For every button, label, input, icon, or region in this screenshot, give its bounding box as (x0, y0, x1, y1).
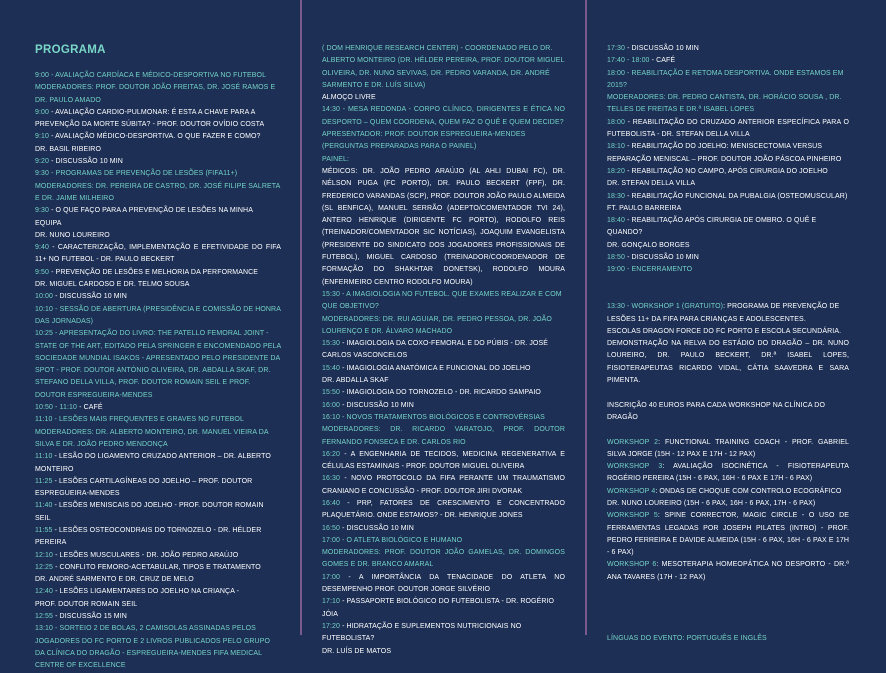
entry-time: 18:40 (607, 217, 626, 225)
entry-time: 12:25 (35, 563, 54, 571)
session-heading (35, 427, 281, 452)
entry-text: - LESÕES MENISCAIS DO JOELHO - PROF. DOUTOR ROMAIN SEIL (35, 502, 264, 522)
program-entry (607, 486, 849, 498)
entry-time: 17:10 (322, 598, 341, 606)
entry-text: - A ENGENHARIA DE TECIDOS, MEDICINA REGENERATIVA E CÉLULAS ESTAMINAIS - PROF. DOUTOR MIGUEL OLIVEIRA (322, 450, 565, 471)
entry-text: ESCOLAS DRAGON FORCE DO FC PORTO E ESCOLA SECUNDÁRIA. (607, 327, 842, 335)
entry-text: MODERADORES: DR. PEREIRA DE CASTRO, DR. JOSÉ FILIPE SALRETA E DR. JAIME MILHEIRO (35, 182, 280, 202)
session-heading (322, 314, 565, 339)
entry-text: DR. ANDRÉ SARMENTO E DR. CRUZ DE MELO (35, 576, 194, 584)
entry-text: - DISCUSSÃO 10 MIN (53, 293, 127, 301)
entry-time: 18:30 (607, 192, 626, 200)
program-entry (322, 166, 565, 289)
entry-time: 11:40 (35, 502, 53, 510)
entry-time: 11:55 (35, 526, 53, 534)
entry-time: 17:00 (322, 573, 341, 581)
entry-time: 12:55 (35, 613, 54, 621)
program-entry (35, 525, 281, 550)
spacer (607, 596, 849, 608)
session-heading (322, 154, 565, 166)
entry-text: : ONDAS DE CHOQUE COM CONTROLO ECOGRÁFICO (655, 487, 842, 495)
session-heading (607, 264, 849, 276)
program-entry (322, 572, 565, 597)
entry-text: MODERADORES: DR. ALBERTO MONTEIRO, DR. MANUEL VIEIRA DA SILVA E DR. JOÃO PEDRO MENDONÇA (35, 428, 269, 448)
entry-time: 16:50 (322, 524, 341, 532)
program-entry (607, 326, 849, 338)
program-entry (35, 291, 281, 303)
entry-text: FT. PAULO BARREIRA (607, 204, 682, 212)
entry-time: 17:20 (322, 622, 341, 630)
entry-text: - A IMPORTÂNCIA DA TENACIDADE DO ATLETA NO DESEMPENHO PROF. DOUTOR JORGE SILVÉRIO (322, 573, 565, 594)
program-entry (607, 437, 849, 462)
entry-text: MODERADORES: PROF. DOUTOR JOÃO FREITAS, DR. JOSÉ RAMOS E (35, 84, 276, 92)
program-entry (607, 178, 849, 190)
program-entry (35, 586, 281, 598)
entry-text: DR. STEFAN DELLA VILLA (607, 180, 696, 188)
program-entry (322, 473, 565, 498)
entry-time: 10:50 - 11:10 (35, 404, 78, 412)
program-entry (322, 363, 565, 375)
entry-text: ( DOM HENRIQUE RESEARCH CENTER) - COORDENADO PELO DR. ALBERTO MONTEIRO (DR. HÉLDER PEREIRA, PROF. DOUTOR MIGUEL OLIVEIRA, DR. NUNO SEVIVAS, DR. PEDRO VARANDA, DR. ANDRÉ SARMENTO E DR. LUÍS SILVA) (322, 45, 565, 89)
entry-text: 15:30 - A IMAGIOLOGIA NO FUTEBOL. QUE EXAMES REALIZAR E COM QUE OBJETIVO? (322, 290, 562, 311)
entry-text: - CARACTERIZAÇÃO, IMPLEMENTAÇÃO E EFETIVIDADE DO FIFA 11+ NO FUTEBOL - DR. PAULO BECKERT (35, 244, 281, 264)
program-entry (35, 451, 281, 476)
entry-text: - DISCUSSÃO 10 MIN (625, 254, 699, 262)
entry-time: 13:30 - WORKSHOP 1 (GRATUITO) (607, 303, 724, 311)
entry-time: 12:10 (35, 551, 54, 559)
entry-time: 17:30 (607, 45, 626, 52)
entry-text: - CAFÉ (77, 404, 103, 412)
entry-text: : FUNCTIONAL TRAINING COACH - PROF. GABRIEL SILVA JORGE (15H - 12 PAX E 17H - 12 PAX) (607, 438, 850, 458)
program-entry (607, 215, 849, 240)
entry-text: MODERADORES: DR. RUI AGUIAR, DR. PEDRO PESSOA, DR. JOÃO LOURENÇO E DR. ÁLVARO MACHADO (322, 315, 552, 335)
session-heading (607, 92, 849, 117)
entry-time: WORKSHOP 5 (607, 512, 658, 520)
entry-text: 9:30 - PROGRAMAS DE PREVENÇÃO DE LESÕES (FIFA11+) (35, 170, 238, 178)
spacer (607, 424, 849, 436)
entry-text: : MESOTERAPIA HOMEOPÁTICA NO DESPORTO - DR.ª ANA TAVARES (17H - 12 PAX) (607, 561, 849, 581)
program-entry (35, 267, 281, 279)
entry-text: MODERADORES: DR. PEDRO CANTISTA, DR. HORÁCIO SOUSA , DR. TELLES DE FREITAS E DR.ª ISABEL LOPES (607, 94, 842, 114)
entry-time: 9:00 (35, 108, 50, 116)
program-title: PROGRAMA (35, 44, 106, 56)
spacer (607, 584, 849, 596)
entry-text: DR. NUNO LOUREIRO (35, 231, 110, 239)
program-entry (607, 117, 849, 142)
spacer (607, 277, 849, 289)
session-heading (35, 414, 281, 426)
entry-time: 16:20 (322, 450, 341, 458)
entry-text: DR. PAULO AMADO (35, 96, 101, 104)
entry-time: WORKSHOP 4 (607, 487, 656, 495)
entry-time: 11:10 (35, 453, 53, 461)
program-entry (35, 205, 281, 230)
program-entry (607, 43, 849, 55)
entry-time: 9:10 (35, 133, 50, 141)
column-divider-left (300, 0, 302, 635)
entry-time: 10:00 (35, 293, 54, 301)
entry-text: PAINEL: (322, 155, 350, 163)
entry-time: WORKSHOP 6 (607, 561, 657, 569)
entry-text: - CAFÉ (649, 57, 676, 65)
program-entry (35, 562, 281, 574)
entry-text: INSCRIÇÃO 40 EUROS PARA CADA WORKSHOP NA CLÍNICA DO DRAGÃO (607, 401, 826, 421)
entry-text: - REABILITAÇÃO APÓS CIRURGIA DE OMBRO. O QUÊ E QUANDO? (607, 217, 817, 237)
program-entry (35, 230, 281, 242)
entry-text: MÉDICOS: DR. JOÃO PEDRO ARAÚJO (AL AHLI DUBAI FC), DR. NÉLSON PUGA (FC PORTO), DR. PAULO BECKERT (FPF), DR. FREDERICO VARANDAS (SCP), PROF. DOUTOR JOÃO PAULO ALMEIDA (SL BENFICA), MANUEL SERRÃO (ADEPTO/COMENTADOR TVI 24), ANTERO HENRIQUE (DIRIGENTE FC PORTO), RODOLFO REIS (TREINADOR/COMENTADOR SIC NOTÍCIAS), JOAQUIM EVANGELISTA (PRESIDENTE DO SINDICATO DOS JOGADORES PROFISSIONAIS DE FUTEBOL), MIGUEL CARDOSO (TREINADOR/COORDENADOR DE FORMAÇÃO DO SHAKHTAR DONETSK), RODOLFO MOURA (ENFERMEIRO CENTRO RODOLFO MOURA) (322, 167, 565, 286)
entry-text: - AVALIAÇÃO MÉDICO-DESPORTIVA. O QUE FAZER E COMO? (49, 133, 261, 141)
program-entry (607, 559, 849, 584)
entry-time: 18:20 (607, 167, 626, 175)
entry-time: 18:10 (607, 143, 626, 151)
program-entry (607, 203, 849, 215)
entry-time: 9:40 (35, 244, 50, 252)
entry-text: DEMONSTRAÇÃO NA RELVA DO ESTÁDIO DO DRAGÃO – DR. NUNO LOUREIRO, DR. PAULO BECKERT, DR.ª ISABEL LOPES, FISIOTERAPEUTAS RICARDO VIDAL, CÁTIA SAAVEDRA E SARA PIMENTA. (607, 340, 849, 385)
program-column-1 (35, 70, 281, 673)
entry-text: - REABILITAÇÃO DO CRUZADO ANTERIOR ESPECÍFICA PARA O FUTEBOLISTA - DR. STEFAN DELLA VILLA (607, 118, 849, 139)
program-entry (607, 498, 849, 510)
program-entry (35, 402, 281, 414)
session-heading (35, 623, 281, 672)
program-entry (35, 131, 281, 143)
program-entry (322, 596, 565, 621)
entry-text: 9:00 - AVALIAÇÃO CARDÍACA E MÉDICO-DESPORTIVA NO FUTEBOL (35, 72, 267, 79)
entry-text: DR. MIGUEL CARDOSO E DR. TELMO SOUSA (35, 281, 190, 289)
program-entry (322, 338, 565, 363)
entry-text: - REABILITAÇÃO NO CAMPO, APÓS CIRURGIA DO JOELHO (625, 167, 828, 175)
session-heading (322, 424, 565, 449)
program-entry (322, 523, 565, 535)
entry-text: MODERADORES: PROF. DOUTOR JOÃO GAMELAS, DR. DOMINGOS GOMES E DR. BRANCO AMARAL (322, 549, 565, 569)
entry-text: - DISCUSSÃO 10 MIN (49, 158, 123, 166)
column-divider-right (585, 0, 587, 635)
entry-text: - IMAGIOLOGIA ANATÓMICA E FUNCIONAL DO JOELHO (340, 364, 531, 372)
entry-text: - LESÕES OSTEOCONDRAIS DO TORNOZELO - DR. HÉLDER PEREIRA (35, 526, 262, 547)
entry-text: DR. LUÍS DE MATOS (322, 647, 392, 655)
session-heading (322, 141, 565, 153)
entry-text: - HIDRATAÇÃO E SUPLEMENTOS NUTRICIONAIS NO FUTEBOLISTA? (322, 622, 522, 643)
entry-text: - LESÕES LIGAMENTARES DO JOELHO NA CRIANÇA - (53, 588, 240, 596)
entry-time: 9:20 (35, 158, 50, 166)
session-heading (322, 104, 565, 129)
entry-time: 16:30 (322, 475, 341, 483)
program-entry (35, 500, 281, 525)
entry-text: - REABILITAÇÃO DO JOELHO: MENISCECTOMIA VERSUS REPARAÇÃO MENISCAL – PROF. DOUTOR JOÃO PÁSCOA PINHEIRO (607, 143, 842, 163)
entry-text: 11:10 - LESÕES MAIS FREQUENTES E GRAVES NO FUTEBOL (35, 416, 244, 424)
program-entry (35, 550, 281, 562)
entry-text: (PERGUNTAS PREPARADAS PARA O PAINEL) (322, 143, 477, 151)
program-entry (322, 646, 565, 658)
entry-time: 16:40 (322, 499, 341, 507)
entry-text: 16:10 - NOVOS TRATAMENTOS BIOLÓGICOS E CONTROVÉRSIAS (322, 413, 545, 421)
entry-text: 18:00 - REABILITAÇÃO E RETOMA DESPORTIVA. ONDE ESTAMOS EM 2015? (607, 69, 844, 89)
entry-text: DR. NUNO LOUREIRO (15H - 6 PAX, 16H - 6 PAX, 17H - 6 PAX) (607, 499, 816, 507)
session-heading (322, 43, 565, 92)
entry-time: 18:00 (607, 118, 626, 126)
spacer (607, 609, 849, 621)
entry-text: - PASSAPORTE BIOLÓGICO DO FUTEBOLISTA - DR. ROGÉRIO JÓIA (322, 598, 555, 618)
entry-time: WORKSHOP 3 (607, 463, 663, 471)
program-column-3 (607, 43, 849, 646)
session-heading (35, 82, 281, 94)
entry-time: 11:25 (35, 477, 53, 485)
program-entry (607, 338, 849, 387)
entry-text: DR. BASIL RIBEIRO (35, 145, 102, 153)
entry-text: - NOVO PROTOCOLO DA FIFA PERANTE UM TRAUMATISMO CRANIANO E CONCUSSÃO - PROF. DOUTOR JIRI DVORAK (322, 475, 565, 495)
entry-text: - PREVENÇÃO DE LESÕES E MELHORIA DA PERFORMANCE (49, 268, 259, 276)
program-entry (322, 400, 565, 412)
program-entry (322, 92, 565, 104)
session-heading (322, 535, 565, 547)
program-entry (35, 611, 281, 623)
program-entry (322, 621, 565, 646)
program-entry (607, 240, 849, 252)
session-heading (322, 412, 565, 424)
entry-text: MODERADORES: DR. RICARDO VARATOJO, PROF. DOUTOR FERNANDO FONSECA E DR. CARLOS RIO (322, 426, 565, 446)
entry-text: PROF. DOUTOR ROMAIN SEIL (35, 600, 138, 608)
program-entry (607, 252, 849, 264)
program-entry (607, 55, 849, 67)
program-entry (607, 400, 849, 425)
program-entry (35, 599, 281, 611)
program-entry (322, 449, 565, 474)
entry-text: - LESÕES CARTILAGÍNEAS DO JOELHO – PROF. DOUTOR ESPREGUEIRA-MENDES (35, 477, 253, 498)
program-entry (607, 166, 849, 178)
entry-text: - IMAGIOLOGIA DA COXO-FEMORAL E DO PÚBIS - DR. JOSÉ CARLOS VASCONCELOS (322, 340, 549, 360)
program-entry (35, 476, 281, 501)
session-heading (607, 633, 849, 645)
entry-text: DR. ABDALLA SKAF (322, 377, 389, 385)
entry-text: 19:00 - ENCERRAMENTO (607, 266, 693, 274)
entry-text: 14:30 - MESA REDONDA - CORPO CLÍNICO, DIRIGENTES E ÉTICA NO DESPORTO – QUEM COORDENA, QUEM FAZ O QUÊ E QUEM DECIDE? (322, 106, 565, 126)
entry-text: - LESÃO DO LIGAMENTO CRUZADO ANTERIOR – DR. ALBERTO MONTEIRO (35, 453, 271, 473)
entry-text: 17:00 - O ATLETA BIOLÓGICO E HUMANO (322, 536, 463, 544)
program-entry (35, 107, 281, 132)
entry-time: 17:40 - 18:00 (607, 57, 650, 65)
entry-text: : PROGRAMA DE PREVENÇÃO DE LESÕES 11+ DA FIFA PARA CRIANÇAS E ADOLESCENTES. (607, 303, 840, 323)
entry-time: 15:40 (322, 364, 341, 372)
entry-text: - DISCUSSÃO 15 MIN (53, 613, 127, 621)
spacer (607, 621, 849, 633)
entry-text: : AVALIAÇÃO ISOCINÉTICA - FISIOTERAPEUTA ROGÉRIO PEREIRA (15H - 6 PAX, 16H - 6 PAX E 17H - 6 PAX) (607, 463, 850, 483)
entry-text: - LESÕES MUSCULARES - DR. JOÃO PEDRO ARAÚJO (53, 551, 239, 559)
entry-text: 10:10 - SESSÃO DE ABERTURA (PRESIDÊNCIA E COMISSÃO DE HONRA DAS JORNADAS) (35, 305, 281, 325)
program-entry (607, 510, 849, 559)
entry-time: WORKSHOP 2 (607, 438, 659, 446)
session-heading (322, 129, 565, 141)
entry-text: - PRP, FATORES DE CRESCIMENTO E CONCENTRADO PLAQUETÁRIO. ONDE ESTAMOS? - DR. HENRIQUE JONES (322, 499, 565, 520)
session-heading (35, 70, 281, 82)
session-heading (607, 68, 849, 93)
entry-time: 18:50 (607, 254, 626, 262)
entry-text: - DISCUSSÃO 10 MIN (340, 401, 414, 409)
program-entry (607, 301, 849, 326)
entry-time: 12:40 (35, 588, 54, 596)
entry-text: 10:25 - APRESENTAÇÃO DO LIVRO: THE PATELLO FEMORAL JOINT - STATE OF THE ART, EDITADO PELA SPRINGER E ENCOMENDADO PELA SOCIEDADE MUNDIAL ISAKOS - APRESENTADO PELO PRESIDENTE DA SPOT - PROF. DOUTOR ANTÓNIO OLIVEIRA, DR. ABDALLA SKAF, DR. STEFANO DELLA VILLA, PROF. DOUTOR ROMAIN SEIL E PROF. DOUTOR ESPREGUEIRA-MENDES (35, 330, 281, 399)
entry-time: 15:50 (322, 389, 341, 397)
program-entry (322, 387, 565, 399)
entry-text: - O QUE FAÇO PARA A PREVENÇÃO DE LESÕES NA MINHA EQUIPA (35, 207, 253, 227)
session-heading (322, 289, 565, 314)
session-heading (35, 181, 281, 206)
program-entry (607, 461, 849, 486)
entry-text: ALMOÇO LIVRE (322, 94, 376, 102)
program-entry (35, 144, 281, 156)
spacer (607, 289, 849, 301)
session-heading (322, 547, 565, 572)
program-entry (35, 279, 281, 291)
entry-text: - IMAGIOLOGIA DO TORNOZELO - DR. RICARDO SAMPAIO (340, 389, 541, 397)
program-entry (35, 156, 281, 168)
program-entry (35, 242, 281, 267)
session-heading (35, 168, 281, 180)
entry-time: 15:30 (322, 340, 341, 348)
entry-time: 9:30 (35, 207, 50, 215)
spacer (607, 387, 849, 399)
entry-text: - REABILITAÇÃO FUNCIONAL DA PUBALGIA (OSTEOMUSCULAR) (625, 192, 848, 200)
program-column-2 (322, 43, 565, 658)
entry-text: DR. GONÇALO BORGES (607, 241, 690, 249)
entry-text: 13:10 - SORTEIO 2 DE BOLAS, 2 CAMISOLAS ASSINADAS PELOS JOGADORES DO FC PORTO E 2 LIVROS PUBLICADOS PELO GRUPO DA CLÍNICA DO DRAGÃO - ESPREGUEIRA-MENDES FIFA MEDICAL CENTRE OF EXCELLENCE (35, 625, 271, 670)
session-heading (35, 95, 281, 107)
entry-text: - CONFLITO FEMORO-ACETABULAR, TIPOS E TRATAMENTO (53, 563, 261, 571)
entry-text: - DISCUSSÃO 10 MIN (340, 524, 414, 532)
entry-text: - DISCUSSÃO 10 MIN (625, 45, 699, 52)
entry-text: APRESENTADOR: PROF. DOUTOR ESPREGUEIRA-MENDES (322, 131, 526, 139)
program-entry (322, 498, 565, 523)
entry-text: : SPINE CORRECTOR, MAGIC CIRCLE - O USO DE FERRAMENTAS LEGADAS POR JOSEPH PILATES (INTRO) - PROF. PEDRO FERREIRA E DAVIDE ALMEIDA (15H - 6 PAX, 16H - 6 PAX E 17H - 6 PAX) (607, 512, 849, 557)
program-entry (607, 191, 849, 203)
program-entry (322, 375, 565, 387)
session-heading (35, 304, 281, 329)
entry-text: LÍNGUAS DO EVENTO: PORTUGUÊS E INGLÊS (607, 635, 767, 643)
program-entry (607, 141, 849, 166)
program-entry (35, 574, 281, 586)
session-heading (35, 328, 281, 402)
entry-time: 9:50 (35, 268, 50, 276)
entry-time: 16:00 (322, 401, 341, 409)
entry-text: - AVALIAÇÃO CARDIO-PULMONAR: É ESTA A CHAVE PARA A PREVENÇÃO DA MORTE SÚBITA? - PROF. DOUTOR OVÍDIO COSTA (35, 108, 265, 129)
